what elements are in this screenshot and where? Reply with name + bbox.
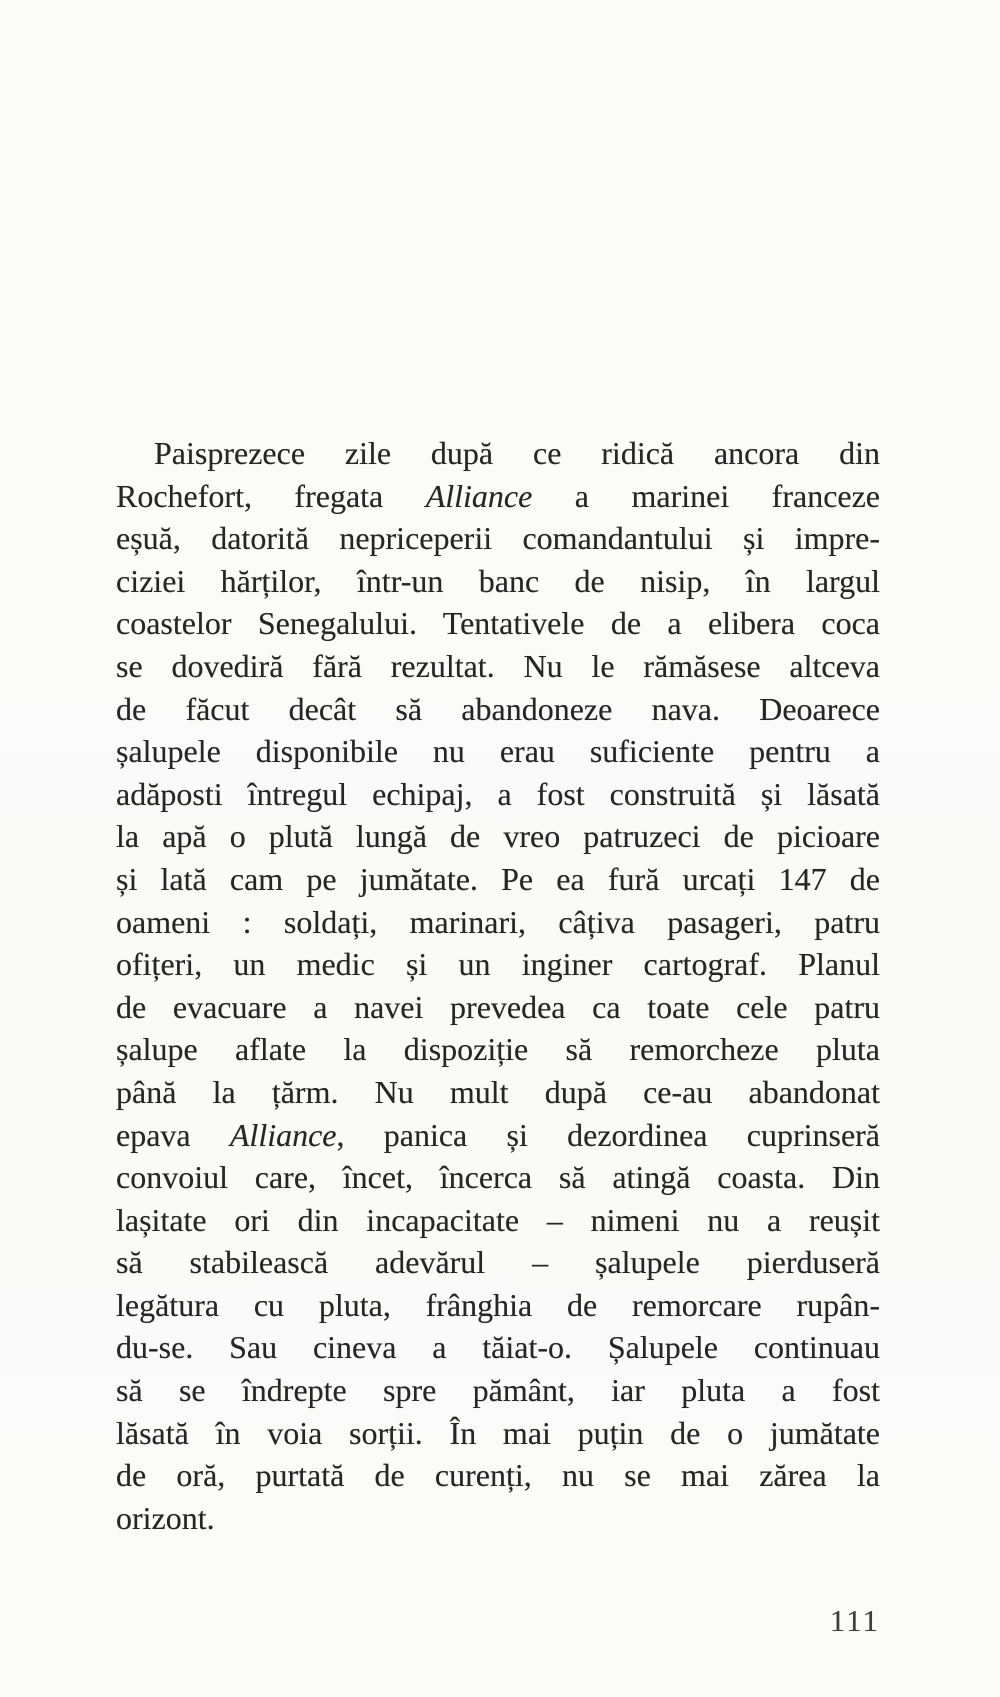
paragraph-line: [116, 1114, 880, 1157]
page-number: 111: [829, 1603, 880, 1638]
paragraph-line: [116, 1454, 880, 1497]
text-segment: să se îndrepte spre pământ, iar pluta a fost: [116, 1372, 880, 1409]
paragraph-line: [116, 1071, 880, 1114]
text-segment: se dovediră fără rezultat. Nu le rămăsese altceva: [116, 647, 880, 684]
text-segment: și lată cam pe jumătate. Pe ea fură urcați 147 de: [116, 860, 880, 897]
paragraph-line: [116, 1284, 880, 1327]
paragraph-line: [116, 1369, 880, 1412]
paragraph-line: [116, 560, 880, 603]
text-segment: de oră, purtată de curenți, nu se mai zărea la: [116, 1457, 880, 1494]
paragraph-line: [116, 901, 880, 944]
text-segment: șalupele disponibile nu erau suficiente pentru a: [116, 733, 880, 770]
text-segment: a marinei franceze: [532, 477, 880, 514]
text-segment: du-se. Sau cineva a tăiat-o. Șalupele continuau: [116, 1329, 880, 1366]
text-segment: legătura cu pluta, frânghia de remorcare rupân-: [116, 1286, 880, 1323]
text-segment: la apă o plută lungă de vreo patruzeci de picioare: [116, 818, 880, 855]
text-segment: ofițeri, un medic și un inginer cartograf. Planul: [116, 946, 880, 983]
text-segment: epava: [116, 1116, 230, 1153]
text-segment: Rochefort, fregata: [116, 477, 426, 514]
paragraph-line: [116, 517, 880, 560]
text-segment: Paisprezece zile după ce ridică ancora din: [154, 435, 880, 471]
text-segment: lașitate ori din incapacitate – nimeni nu a reușit: [116, 1201, 880, 1238]
paragraph-line: [116, 645, 880, 688]
text-segment: de evacuare a navei prevedea ca toate cele patru: [116, 988, 880, 1025]
paragraph-line: [116, 773, 880, 816]
paragraph-line: [116, 986, 880, 1029]
text-segment: adăposti întregul echipaj, a fost construită și lăsată: [116, 775, 880, 812]
paragraph-line: [116, 475, 880, 518]
paragraph-line: [116, 1199, 880, 1242]
ship-name-italic: Alliance: [229, 1116, 337, 1153]
text-segment: , panica și dezordinea cuprinseră: [336, 1116, 881, 1153]
paragraph-line: [116, 1028, 880, 1071]
text-segment: coastelor Senegalului. Tentativele de a elibera coca: [116, 605, 880, 642]
paragraph-line: [116, 943, 880, 986]
text-segment: șalupe aflate la dispoziție să remorcheze pluta: [116, 1031, 880, 1068]
text-segment: convoiul care, încet, încerca să atingă coasta. Din: [116, 1159, 880, 1196]
text-segment: oameni : soldați, marinari, câțiva pasageri, patru: [116, 903, 880, 940]
paragraph-line: [116, 730, 880, 773]
paragraph-line: [116, 1497, 880, 1540]
paragraph: [116, 432, 880, 1539]
text-segment: până la țărm. Nu mult după ce-au abandonat: [116, 1073, 880, 1110]
ship-name-italic: Alliance: [425, 477, 533, 514]
text-segment: de făcut decât să abandoneze nava. Deoarece: [116, 690, 880, 727]
paragraph-line: [116, 432, 880, 475]
text-segment: orizont.: [116, 1499, 215, 1536]
text-segment: lăsată în voia sorții. În mai puțin de o jumătate: [116, 1414, 880, 1451]
paragraph-line: [116, 858, 880, 901]
paragraph-line: [116, 815, 880, 858]
paragraph-line: [116, 1326, 880, 1369]
paragraph-line: [116, 1412, 880, 1455]
text-segment: să stabilească adevărul – șalupele pierduseră: [116, 1244, 880, 1281]
paragraph-line: [116, 1241, 880, 1284]
text-segment: eșuă, datorită nepriceperii comandantului și impre-: [116, 520, 880, 557]
paragraph-line: [116, 688, 880, 731]
paragraph-line: [116, 1156, 880, 1199]
paragraph-line: [116, 602, 880, 645]
text-segment: ciziei hărților, într-un banc de nisip, în largul: [116, 562, 880, 599]
